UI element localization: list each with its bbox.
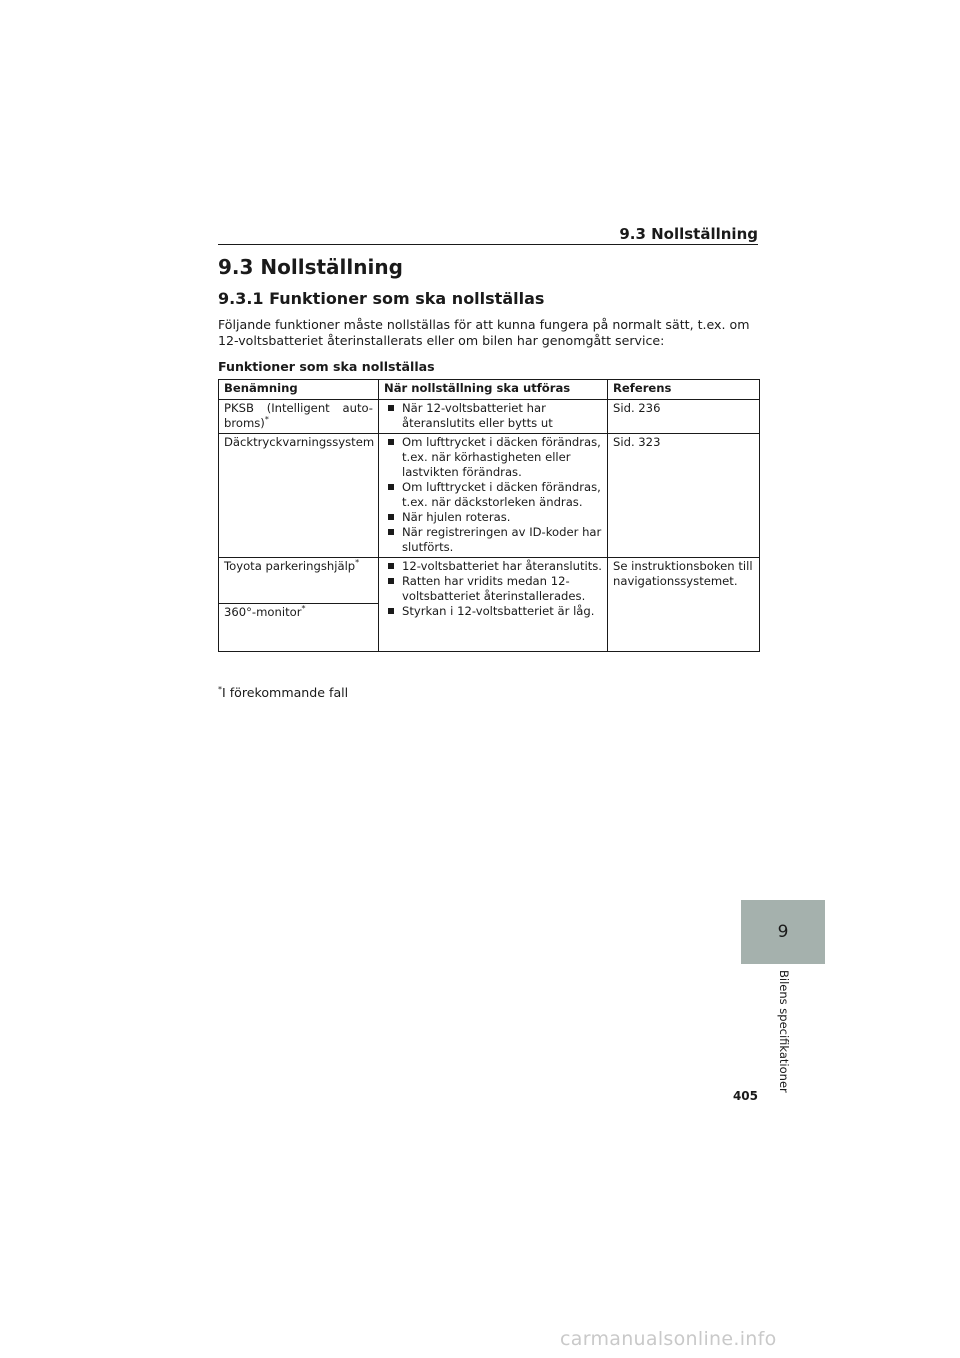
table-header-row [219,380,760,400]
condition-item: När 12-voltsbatteriet har återanslutits eller bytts ut [384,401,602,431]
function-name: PKSB (Intelligent auto-broms) [224,401,373,430]
column-header-conditions: När nollställning ska utföras [379,380,608,400]
intro-paragraph [218,317,763,349]
function-name: 360°-monitor [224,605,302,619]
table-row [219,434,760,558]
chapter-label-text: Bilens specifikationer [777,970,791,1093]
running-header: 9.3 Nollställning [619,225,758,243]
intro-line: Följande funktioner måste nollställas för att kunna fungera på normalt sätt, t.ex. om [218,317,750,332]
page-number: 405 [732,1089,758,1103]
conditions-cell [379,558,608,652]
condition-item: När registreringen av ID-koder har slutförts. [384,525,602,555]
table-row [219,400,760,434]
section-title: 9.3 Nollställning [218,255,403,279]
conditions-cell [379,434,608,558]
table-row [219,558,760,604]
conditions-list [384,435,602,555]
condition-item: Om lufttrycket i däcken förändras, t.ex. när däckstorleken ändras. [384,480,602,510]
table-caption: Funktioner som ska nollställas [218,359,435,374]
function-name-cell [219,604,379,652]
function-name: Toyota parkeringshjälp [224,559,356,573]
footnote-marker: * [264,415,269,425]
intro-line: 12-voltsbatteriet återinstallerats eller om bilen har genomgått service: [218,333,665,348]
column-header-name: Benämning [219,380,379,400]
reference-cell: Se instruktionsboken till navigationssystemet. [608,558,760,652]
function-name-cell [219,434,379,558]
header-divider [218,244,758,245]
reference-cell: Sid. 323 [608,434,760,558]
footnote-text: I förekommande fall [222,685,349,700]
watermark: carmanualsonline.info [560,1328,777,1350]
condition-item: Om lufttrycket i däcken förändras, t.ex. när körhastigheten eller lastvikten förändras. [384,435,602,480]
conditions-list [384,559,602,619]
column-header-reference: Referens [608,380,760,400]
footnote-marker: * [301,604,306,614]
subsection-title: 9.3.1 Funktioner som ska nollställas [218,289,545,308]
footnote-marker: * [355,558,360,568]
function-name: Däcktryckvarningssystem [224,435,375,449]
chapter-tab: 9 [741,900,825,964]
footnote-marker: * [218,684,222,694]
condition-item: 12-voltsbatteriet har återanslutits. [384,559,602,574]
footnote [218,684,348,702]
function-name-cell [219,400,379,434]
condition-item: Ratten har vridits medan 12-voltsbatteriet återinstallerades. [384,574,602,604]
function-name-cell [219,558,379,604]
reference-cell: Sid. 236 [608,400,760,434]
condition-item: Styrkan i 12-voltsbatteriet är låg. [384,604,602,619]
conditions-cell [379,400,608,434]
reset-functions-table [218,379,760,652]
conditions-list [384,401,602,431]
condition-item: När hjulen roteras. [384,510,602,525]
